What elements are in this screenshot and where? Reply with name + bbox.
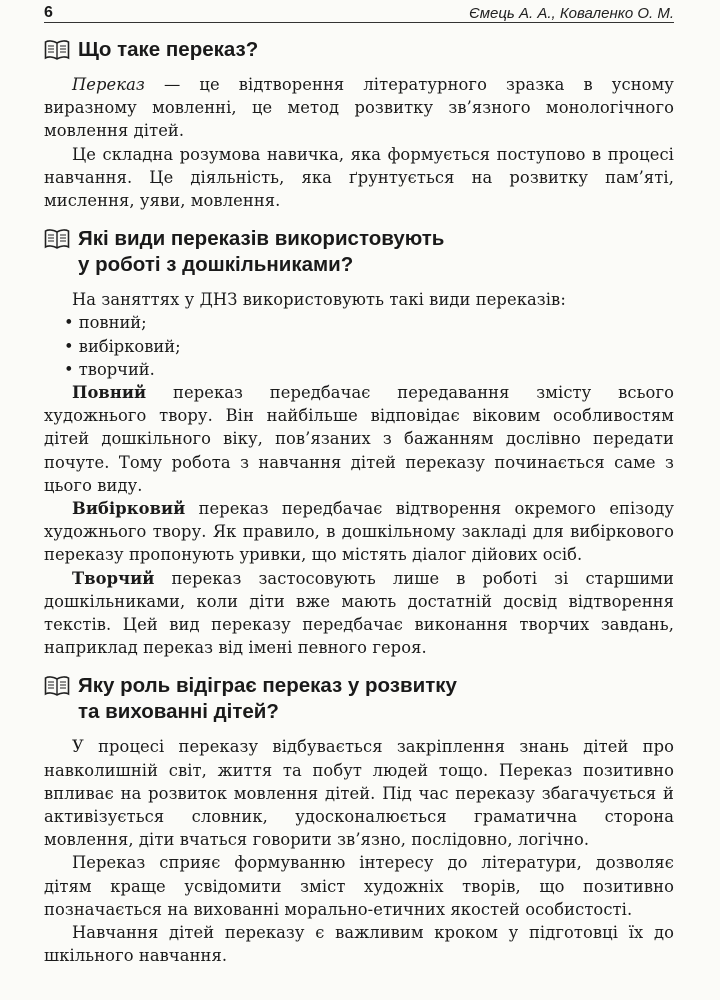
list-item: • вибірковий; (64, 335, 674, 358)
paragraph (44, 73, 674, 143)
section-heading (44, 37, 674, 63)
paragraph (44, 567, 674, 660)
term: Повний (72, 383, 147, 403)
page-number: 6 (44, 4, 53, 21)
paragraph-text: переказ передбачає передавання змісту всього художнього твору. Він найбільше відповідає віковим особливостям дітей дошкільного віку, пов’язаних з бажанням дослівно передати почуте. Тому робота з навчання дітей переказу починається саме з цього виду. (44, 383, 674, 495)
paragraph-text: переказ застосовують лише в роботі зі старшими дошкільниками, коли діти вже мають достатній досвід відтворення текстів. Цей вид переказу передбачає виконання творчих завдань, наприклад переказ від імені певного героя. (44, 568, 674, 658)
section-heading (44, 673, 674, 725)
section-title: Які види переказів використовують у роботі з дошкільниками? (78, 227, 445, 277)
term: Переказ (72, 75, 145, 94)
section-title: Що таке переказ? (78, 38, 259, 61)
paragraph: Це складна розумова навичка, яка формується поступово в процесі навчання. Це діяльність, яка ґрунтується на розвитку пам’яті, мислення, уяви, мовлення. (44, 144, 674, 211)
page-header (44, 0, 674, 23)
section-what-is-retelling (44, 37, 674, 212)
term: Вибірковий (72, 499, 186, 519)
paragraph: На заняттях у ДНЗ використовують такі види переказів: (72, 290, 566, 310)
paragraph-text: переказ передбачає відтворення окремого епізоду художнього твору. Як правило, в дошкільному закладі для вибіркового переказу пропонують уривки, що містять діалог дійових осіб. (44, 499, 674, 565)
running-title: Ємець А. А., Коваленко О. М. (469, 5, 674, 22)
open-book-icon (44, 228, 70, 250)
list-item: • повний; (64, 311, 674, 334)
list-item: • творчий. (64, 358, 674, 381)
paragraph: Навчання дітей переказу є важливим кроком у підготовці їх до шкільного навчання. (44, 923, 674, 966)
paragraph: Переказ сприяє формуванню інтересу до літератури, дозволяє дітям краще усвідомити зміст художніх творів, що позитивно позначається на вихованні морально-етичних якостей особистості. (44, 853, 674, 919)
open-book-icon (44, 39, 70, 61)
section-role-of-retelling (44, 673, 674, 967)
paragraph (44, 381, 674, 497)
types-list (44, 311, 674, 381)
paragraph (44, 497, 674, 567)
open-book-icon (44, 675, 70, 697)
paragraph: У процесі переказу відбувається закріплення знань дітей про навколишній світ, життя та побут людей тощо. Переказ позитивно впливає на розвиток мовлення дітей. Під час переказу збагачується й активізується словник, удосконалюється граматична сторона мовлення, діти вчаться говорити зв’язно, послідовно, логічно. (44, 737, 674, 850)
section-title: Яку роль відіграє переказ у розвитку та вихованні дітей? (78, 674, 457, 724)
section-heading (44, 226, 674, 278)
paragraph-text: — це відтворення літературного зразка в усному виразному мовленні, це метод розвитку зв’язного монологічного мовлення дітей. (44, 75, 674, 141)
term: Творчий (72, 568, 155, 588)
section-types-of-retelling (44, 226, 674, 659)
